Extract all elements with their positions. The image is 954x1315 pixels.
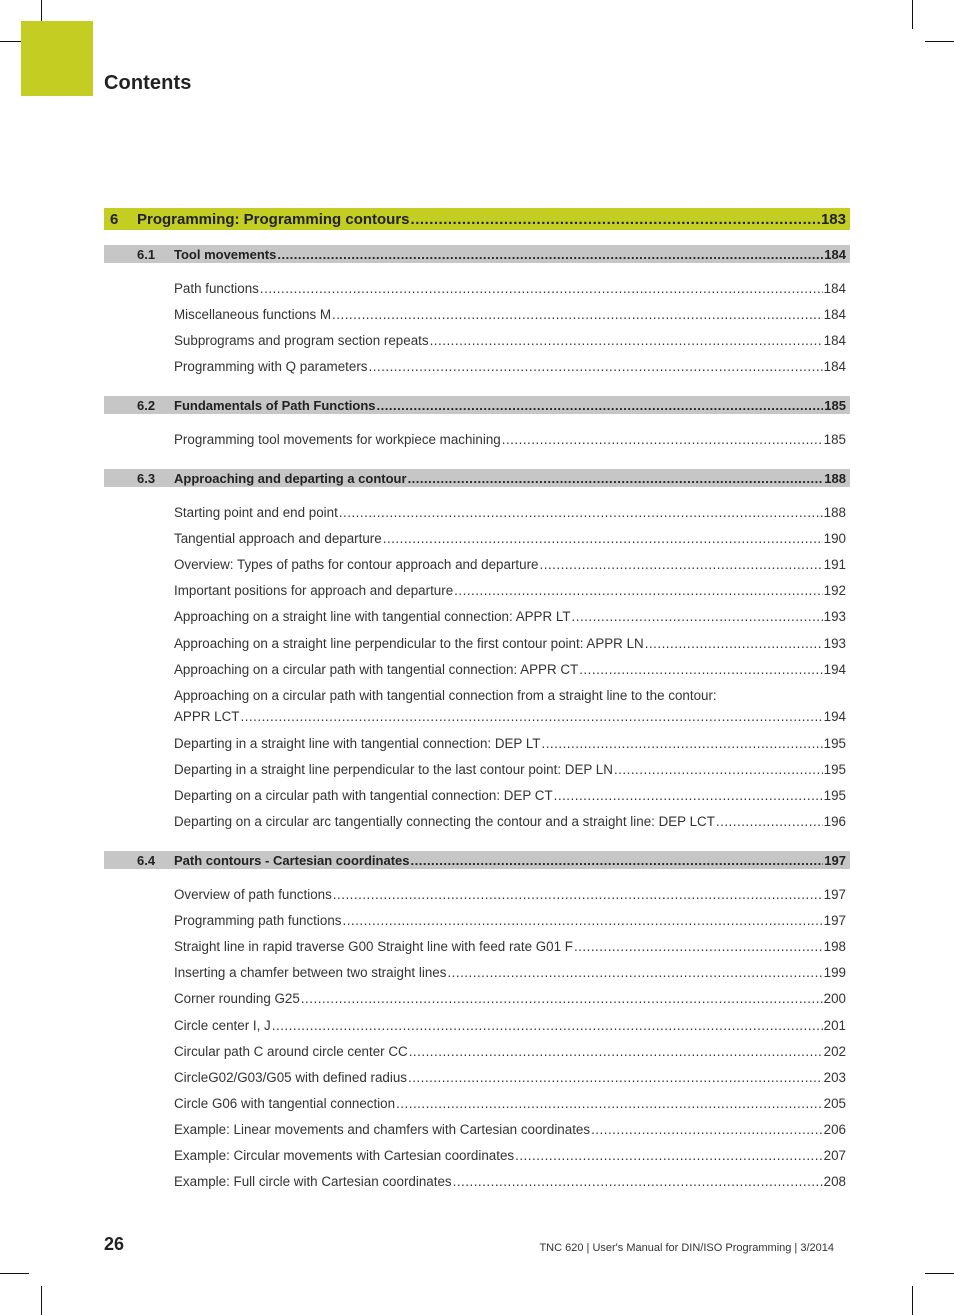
entry-title: Path functions: [174, 281, 259, 296]
leader-dots: [301, 991, 823, 1006]
toc-section-6-4[interactable]: [104, 851, 850, 869]
entry-title: Example: Full circle with Cartesian coordinates: [174, 1174, 452, 1189]
entry-title: Important positions for approach and departure: [174, 583, 454, 598]
leader-dots: [574, 939, 823, 954]
entry-title: Departing on a circular path with tangential connection: DEP CT: [174, 788, 553, 803]
entry-title: Circle G06 with tangential connection: [174, 1096, 396, 1111]
entry-page: 193: [823, 636, 846, 651]
entry-title-continued: APPR LCT: [174, 709, 240, 724]
entry-page: 207: [823, 1148, 846, 1163]
section-page: 184: [824, 246, 846, 262]
leader-dots: [645, 636, 823, 651]
crop-mark: [41, 0, 42, 21]
toc-entry[interactable]: [104, 1044, 850, 1064]
leader-dots: [579, 662, 822, 677]
toc-entry[interactable]: [104, 965, 850, 985]
toc-entry[interactable]: [104, 887, 850, 907]
toc-entry[interactable]: [104, 636, 850, 656]
toc-entry[interactable]: [104, 939, 850, 959]
crop-mark: [925, 1273, 954, 1274]
leader-dots: [411, 853, 824, 868]
leader-dots: [572, 609, 823, 624]
toc-entry[interactable]: [104, 333, 850, 353]
entry-page: 206: [823, 1122, 846, 1137]
entry-page: 195: [823, 762, 846, 777]
toc-chapter-6[interactable]: [104, 208, 850, 230]
toc-entry[interactable]: [104, 762, 850, 782]
leader-dots: [272, 1018, 823, 1033]
entry-page: 198: [823, 939, 846, 954]
entry-page: 196: [823, 814, 846, 829]
toc-entry[interactable]: [104, 609, 850, 629]
entry-title: Departing in a straight line perpendicular to the last contour point: DEP LN: [174, 762, 613, 777]
leader-dots: [408, 471, 824, 486]
section-number: 6.3: [137, 470, 156, 486]
toc-entry[interactable]: [104, 1174, 850, 1194]
entry-page: 188: [823, 505, 846, 520]
toc-section-6-3[interactable]: [104, 469, 850, 487]
section-title: Tool movements: [174, 246, 277, 262]
toc-entry[interactable]: [104, 736, 850, 756]
crop-mark: [0, 1273, 29, 1274]
footer-document-info: TNC 620 | User's Manual for DIN/ISO Programming | 3/2014: [539, 1242, 834, 1254]
toc-entry[interactable]: [104, 359, 850, 379]
chapter-title: Programming: Programming contours: [137, 210, 410, 228]
leader-dots: [502, 432, 823, 447]
entry-title: Corner rounding G25: [174, 991, 300, 1006]
leader-dots: [377, 398, 824, 413]
entry-title: Miscellaneous functions M: [174, 307, 332, 322]
leader-dots: [277, 247, 823, 262]
entry-title: Straight line in rapid traverse G00 Straight line with feed rate G01 F: [174, 939, 573, 954]
entry-title: CircleG02/G03/G05 with defined radius: [174, 1070, 407, 1085]
leader-dots: [408, 1070, 823, 1085]
entry-title: Overview of path functions: [174, 887, 332, 902]
toc-entry[interactable]: [104, 788, 850, 808]
entry-page: 193: [823, 609, 846, 624]
entry-title: Approaching on a circular path with tangential connection from a straight line to the contour:: [174, 688, 717, 703]
leader-dots: [540, 557, 823, 572]
leader-dots: [396, 1096, 823, 1111]
crop-mark: [912, 0, 913, 29]
section-page: 188: [824, 470, 846, 486]
crop-mark: [912, 1286, 913, 1315]
toc-entry[interactable]: [104, 1070, 850, 1090]
entry-title: Inserting a chamfer between two straight lines: [174, 965, 447, 980]
toc-entry[interactable]: [104, 432, 850, 452]
crop-mark: [41, 1286, 42, 1315]
leader-dots: [591, 1122, 823, 1137]
leader-dots: [454, 583, 823, 598]
entry-title: Programming path functions: [174, 913, 342, 928]
leader-dots: [240, 709, 822, 724]
entry-title: Tangential approach and departure: [174, 531, 382, 546]
toc-entry[interactable]: [104, 307, 850, 327]
entry-title: Example: Circular movements with Cartesian coordinates: [174, 1148, 515, 1163]
entry-page: 184: [823, 359, 846, 374]
section-number: 6.2: [137, 397, 156, 413]
chapter-number: 6: [110, 210, 119, 228]
entry-title: Example: Linear movements and chamfers with Cartesian coordinates: [174, 1122, 591, 1137]
leader-dots: [260, 281, 823, 296]
entry-page: 191: [823, 557, 846, 572]
toc-entry[interactable]: [104, 662, 850, 682]
crop-mark: [925, 41, 954, 42]
entry-page: 197: [823, 913, 846, 928]
leader-dots: [453, 1174, 823, 1189]
entry-page: 190: [823, 531, 846, 546]
leader-dots: [515, 1148, 823, 1163]
toc-entry[interactable]: [104, 557, 850, 577]
leader-dots: [554, 788, 823, 803]
leader-dots: [383, 531, 823, 546]
entry-page: 202: [823, 1044, 846, 1059]
entry-title: Circular path C around circle center CC: [174, 1044, 408, 1059]
toc-entry[interactable]: [104, 1122, 850, 1142]
leader-dots: [368, 359, 822, 374]
entry-title: Programming with Q parameters: [174, 359, 368, 374]
toc-entry[interactable]: [104, 913, 850, 933]
section-title: Fundamentals of Path Functions: [174, 397, 376, 413]
toc-entry[interactable]: [104, 688, 850, 728]
leader-dots: [614, 762, 823, 777]
entry-page: 192: [823, 583, 846, 598]
footer-page-number: 26: [104, 1234, 125, 1254]
entry-page: 205: [823, 1096, 846, 1111]
entry-title: Approaching on a straight line with tangential connection: APPR LT: [174, 609, 571, 624]
toc-section-6-2[interactable]: [104, 396, 850, 414]
entry-page: 184: [823, 307, 846, 322]
entry-title: Approaching on a circular path with tangential connection: APPR CT: [174, 662, 579, 677]
entry-title: Circle center I, J: [174, 1018, 271, 1033]
leader-dots: [541, 736, 822, 751]
section-title: Path contours - Cartesian coordinates: [174, 852, 410, 868]
leader-dots: [342, 913, 822, 928]
leader-dots: [716, 814, 823, 829]
entry-page: 199: [823, 965, 846, 980]
toc-entry[interactable]: [104, 814, 850, 834]
entry-page: 185: [823, 432, 846, 447]
toc-entry[interactable]: [104, 281, 850, 301]
entry-title: Subprograms and program section repeats: [174, 333, 429, 348]
entry-page: 184: [823, 333, 846, 348]
page-title: Contents: [104, 72, 192, 94]
entry-title: Departing on a circular arc tangentially connecting the contour and a straight line: DEP LCT: [174, 814, 715, 829]
entry-title: Departing in a straight line with tangential connection: DEP LT: [174, 736, 541, 751]
section-number: 6.1: [137, 246, 156, 262]
chapter-page: 183: [820, 210, 846, 228]
entry-title: Overview: Types of paths for contour approach and departure: [174, 557, 539, 572]
toc-entry[interactable]: [104, 1148, 850, 1168]
entry-title: Starting point and end point: [174, 505, 338, 520]
leader-dots: [447, 965, 822, 980]
entry-page: 208: [823, 1174, 846, 1189]
toc-entry[interactable]: [104, 991, 850, 1011]
toc-entry[interactable]: [104, 583, 850, 603]
section-page: 197: [824, 852, 846, 868]
entry-title: Programming tool movements for workpiece machining: [174, 432, 501, 447]
toc-entry[interactable]: [104, 1096, 850, 1116]
section-title: Approaching and departing a contour: [174, 470, 407, 486]
section-page: 185: [824, 397, 846, 413]
section-number: 6.4: [137, 852, 156, 868]
entry-page: 184: [823, 281, 846, 296]
leader-dots: [409, 1044, 823, 1059]
toc-entry[interactable]: [104, 505, 850, 525]
toc-section-6-1[interactable]: [104, 245, 850, 263]
entry-page: 203: [823, 1070, 846, 1085]
chapter-color-block: [21, 21, 93, 96]
leader-dots: [333, 887, 823, 902]
entry-page: 201: [823, 1018, 846, 1033]
toc-entry[interactable]: [104, 531, 850, 551]
crop-mark: [0, 41, 21, 42]
toc-entry[interactable]: [104, 1018, 850, 1038]
entry-page: 195: [823, 736, 846, 751]
entry-page: 200: [823, 991, 846, 1006]
entry-page: 197: [823, 887, 846, 902]
entry-page: 194: [823, 662, 846, 677]
entry-page: 195: [823, 788, 846, 803]
leader-dots: [332, 307, 823, 322]
leader-dots: [430, 333, 823, 348]
leader-dots: [339, 505, 823, 520]
leader-dots: [411, 211, 820, 228]
entry-page: 194: [823, 709, 846, 724]
entry-title: Approaching on a straight line perpendicular to the first contour point: APPR LN: [174, 636, 644, 651]
